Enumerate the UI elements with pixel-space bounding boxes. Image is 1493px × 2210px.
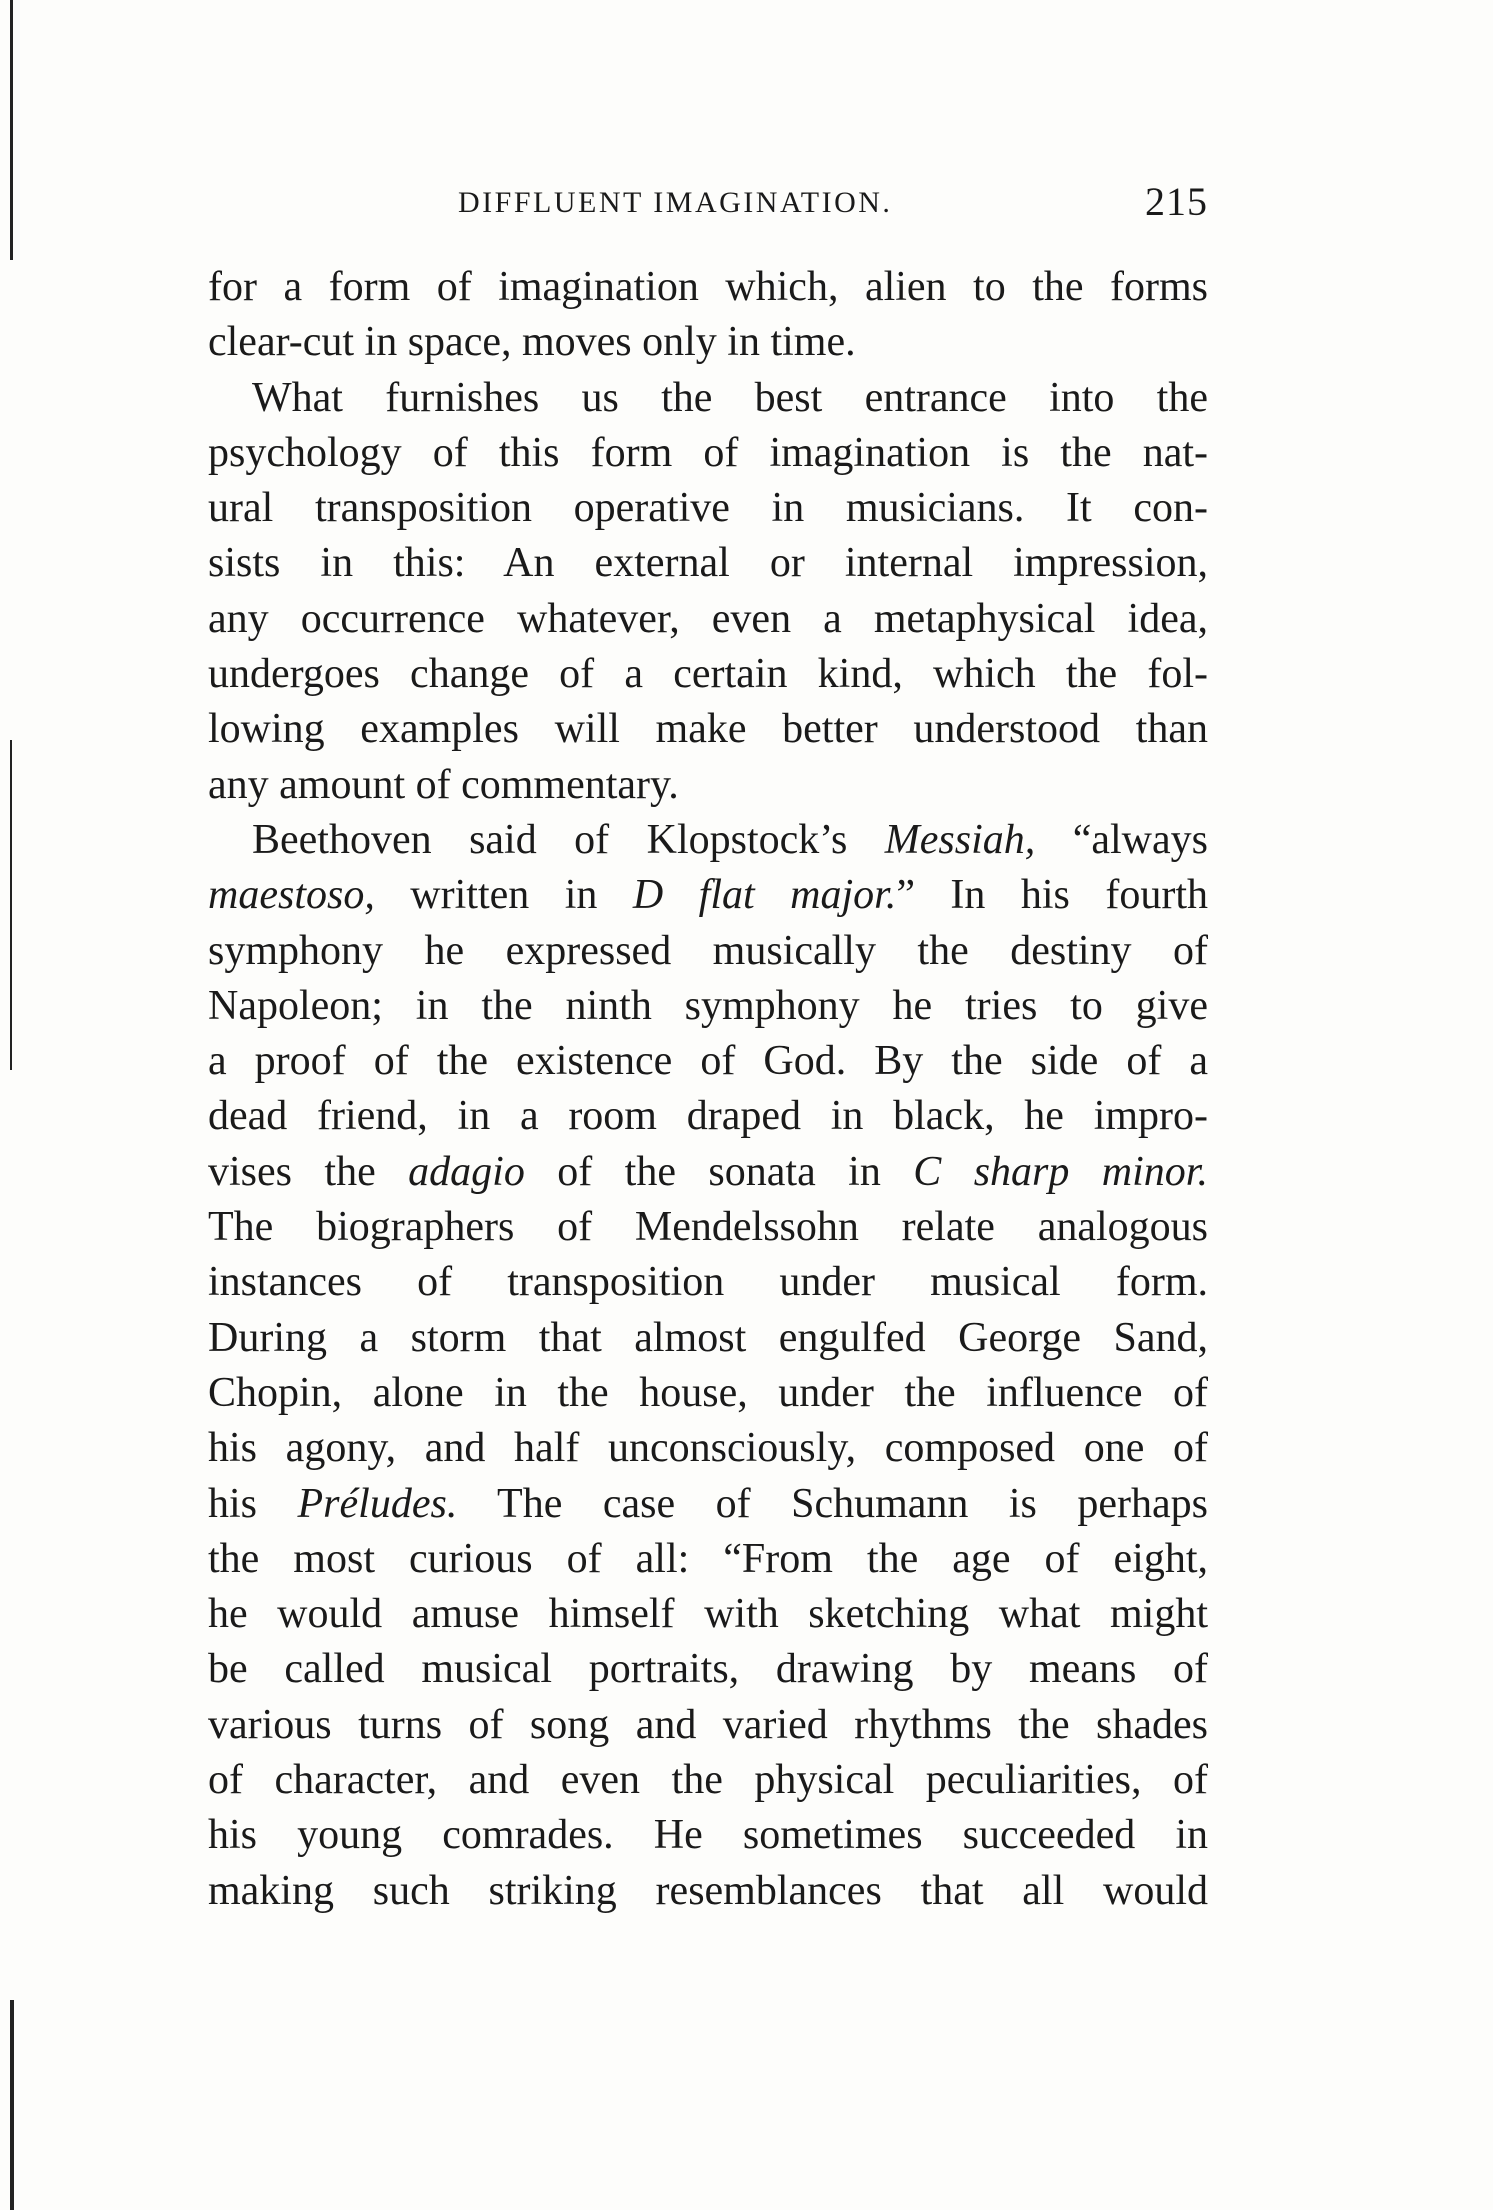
text-line: symphony he expressed musically the destiny of — [208, 927, 1208, 974]
scan-edge-mark — [10, 2000, 14, 2210]
text-segment: vises the — [208, 1148, 409, 1195]
text-line: any amount of commentary. — [208, 761, 679, 808]
scan-edge-mark — [10, 740, 12, 1070]
text-line: be called musical portraits, drawing by means of — [208, 1646, 1208, 1693]
text-line: his young comrades. He sometimes succeeded in — [208, 1812, 1208, 1859]
text-line: he would amuse himself with sketching what might — [208, 1591, 1208, 1638]
text-line: dead friend, in a room draped in black, he impro- — [208, 1093, 1208, 1140]
text-segment: “always — [1035, 816, 1208, 863]
text-line: Napoleon; in the ninth symphony he tries to give — [208, 982, 1208, 1029]
italic-text: D flat major. — [632, 872, 897, 919]
text-segment: his — [208, 1480, 298, 1527]
text-line: making such striking resemblances that all would — [208, 1867, 1208, 1914]
text-line: ural transposition operative in musicians. It con- — [208, 485, 1208, 532]
text-line — [208, 813, 1208, 868]
italic-text: Messiah, — [884, 816, 1036, 863]
text-segment: ” In his fourth — [896, 872, 1208, 919]
text-line — [208, 868, 1208, 923]
text-line: various turns of song and varied rhythms the shades — [208, 1701, 1208, 1748]
text-line: The biographers of Mendelssohn relate analogous — [208, 1204, 1208, 1251]
text-segment: The case of Schumann is perhaps — [457, 1480, 1209, 1527]
text-line: During a storm that almost engulfed George Sand, — [208, 1314, 1208, 1361]
text-line: a proof of the existence of God. By the side of a — [208, 1038, 1208, 1085]
text-line: sists in this: An external or internal impression, — [208, 540, 1208, 587]
text-line: instances of transposition under musical form. — [208, 1259, 1208, 1306]
text-line: his agony, and half unconsciously, composed one of — [208, 1425, 1208, 1472]
body-text — [208, 260, 1208, 1919]
italic-text: maestoso, — [208, 872, 375, 919]
text-line — [208, 1145, 1208, 1200]
text-line: the most curious of all: “From the age of eight, — [208, 1535, 1208, 1582]
text-line: of character, and even the physical peculiarities, of — [208, 1757, 1208, 1804]
text-line: What furnishes us the best entrance into the — [252, 374, 1208, 421]
text-line: Chopin, alone in the house, under the influence of — [208, 1369, 1208, 1416]
text-segment: Beethoven said of Klopstock’s — [252, 816, 885, 863]
running-head — [208, 178, 1208, 238]
italic-text: Préludes. — [297, 1480, 458, 1527]
text-segment: of the sonata in — [524, 1148, 914, 1195]
scan-edge-mark — [10, 0, 13, 260]
text-line — [208, 1477, 1208, 1532]
italic-text: adagio — [408, 1148, 525, 1195]
text-line: for a form of imagination which, alien to the forms — [208, 264, 1208, 310]
text-segment: written in — [374, 872, 633, 919]
text-line: undergoes change of a certain kind, which the fol- — [208, 651, 1208, 698]
italic-text: C sharp minor. — [913, 1148, 1208, 1195]
text-line: any occurrence whatever, even a metaphysical idea, — [208, 595, 1208, 642]
text-line: clear-cut in space, moves only in time. — [208, 319, 856, 366]
running-head-title: DIFFLUENT IMAGINATION. — [458, 186, 893, 219]
text-line: lowing examples will make better understood than — [208, 706, 1208, 753]
page-number: 215 — [1145, 179, 1208, 224]
text-line: psychology of this form of imagination is the nat- — [208, 429, 1208, 476]
